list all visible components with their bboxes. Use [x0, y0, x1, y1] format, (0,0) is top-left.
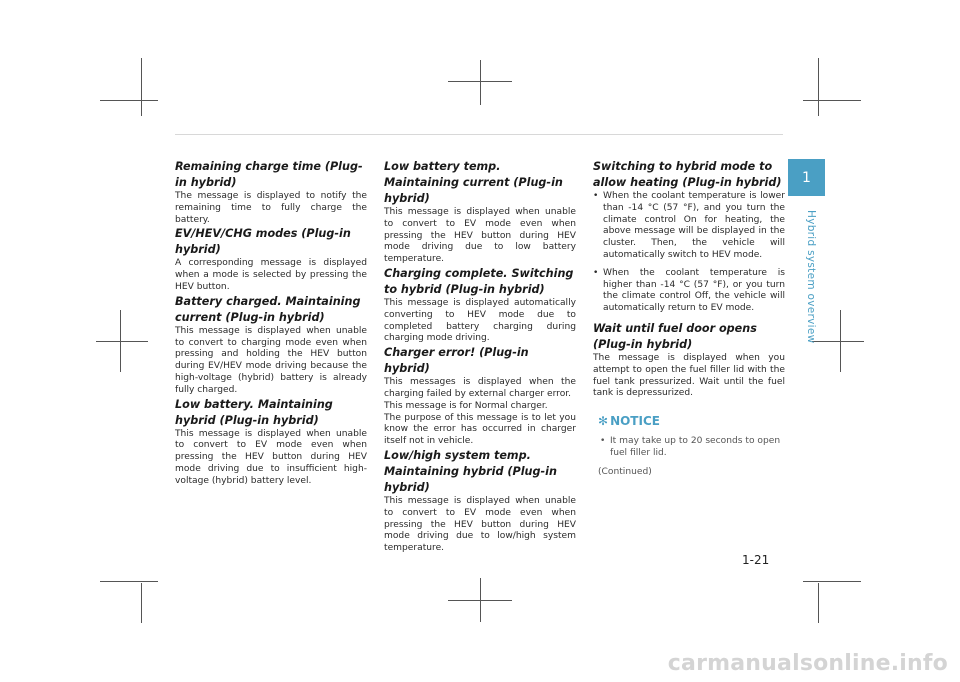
crop-mark [448, 600, 512, 601]
notice-item: • It may take up to 20 seconds to open fuel filler lid. [600, 436, 785, 460]
crop-mark [100, 100, 158, 101]
column-3 [593, 159, 785, 477]
crop-mark [812, 341, 864, 342]
chapter-tab: 1 [788, 159, 825, 196]
section-body: This messages is displayed when the charging failed by external charger error. [384, 377, 576, 399]
section-heading: Wait until fuel door opens (Plug-in hybrid) [593, 321, 757, 351]
section-body: This message is displayed automatically converting to HEV mode due to completed battery charging during charging mode driving. [384, 297, 576, 344]
notice-icon: ✻ [598, 414, 609, 429]
crop-mark [96, 341, 148, 342]
header-rule [175, 134, 783, 135]
crop-mark [818, 58, 819, 116]
section-body: The message is displayed to notify the remaining time to fully charge the battery. [175, 191, 367, 225]
chapter-title: Hybrid system overview [805, 210, 817, 344]
section-body: This message is for Normal charger. [384, 400, 548, 411]
crop-mark [100, 581, 158, 582]
notice-title [598, 414, 785, 428]
section-heading: Low battery temp. Maintaining current (Plug-in hybrid) [384, 160, 563, 205]
section-heading: Low/high system temp. Maintaining hybrid (Plug-in hybrid) [384, 448, 557, 494]
section-body: This message is displayed when unable to convert to EV mode even when pressing the HEV button during HEV mode driving due to low/high system temperature. [384, 495, 576, 554]
section-body: The message is displayed when you attempt to open the fuel filler lid with the fuel tank pressurized. Wait until the fuel tank is depressurized. [593, 352, 785, 399]
section-heading: Battery charged. Maintaining current (Plug-in hybrid) [175, 294, 361, 324]
section-body: A corresponding message is displayed when a mode is selected by pressing the HEV button. [175, 258, 367, 292]
crop-mark [480, 60, 481, 105]
bullet-list [593, 191, 785, 315]
notice-list [600, 436, 785, 460]
crop-mark [803, 581, 861, 582]
column-1 [175, 159, 367, 488]
bullet-item: • When the coolant temperature is higher than -14 °C (57 °F), or you turn the climate control Off, the vehicle will automatically return to EV mode. [593, 268, 785, 315]
section-body: This message is displayed when unable to convert to charging mode even when pressing and holding the HEV button during EV/HEV mode driving because the high-voltage (hybrid) battery is already fully charged. [175, 325, 367, 395]
column-2 [384, 159, 576, 555]
section-body: This message is displayed when unable to convert to EV mode even when pressing the HEV button during HEV mode driving due to low battery temperature. [384, 207, 576, 265]
section-heading: Low battery. Maintaining hybrid (Plug-in hybrid) [175, 397, 333, 427]
section-heading: Remaining charge time (Plug-in hybrid) [175, 160, 363, 189]
notice-label: NOTICE [610, 414, 660, 429]
crop-mark [141, 58, 142, 116]
page-number: 1-21 [742, 553, 770, 567]
crop-mark [448, 81, 512, 82]
section-body: The purpose of this message is to let you know the error has occurred in charger itself not in vehicle. [384, 412, 576, 447]
section-heading: Switching to hybrid mode to allow heating (Plug-in hybrid) [593, 160, 782, 189]
section-heading: EV/HEV/CHG modes (Plug-in hybrid) [175, 227, 351, 257]
crop-mark [818, 583, 819, 623]
section-heading: Charging complete. Switching to hybrid (Plug-in hybrid) [384, 266, 574, 296]
continued-label: (Continued) [598, 466, 652, 477]
section-heading: Charger error! (Plug-in hybrid) [384, 346, 529, 376]
watermark: carmanualsonline.info [667, 651, 948, 676]
crop-mark [803, 100, 861, 101]
section-body: This message is displayed when unable to convert to EV mode even when pressing the HEV button during HEV mode driving due to insufficient high-voltage (hybrid) battery level. [175, 428, 367, 486]
bullet-item: • When the coolant temperature is lower than -14 °C (57 °F), and you turn the climate control On for heating, the above message will be displayed in the cluster. Then, the vehicle will automatically switch to HEV mode. [593, 191, 785, 262]
crop-mark [141, 583, 142, 623]
